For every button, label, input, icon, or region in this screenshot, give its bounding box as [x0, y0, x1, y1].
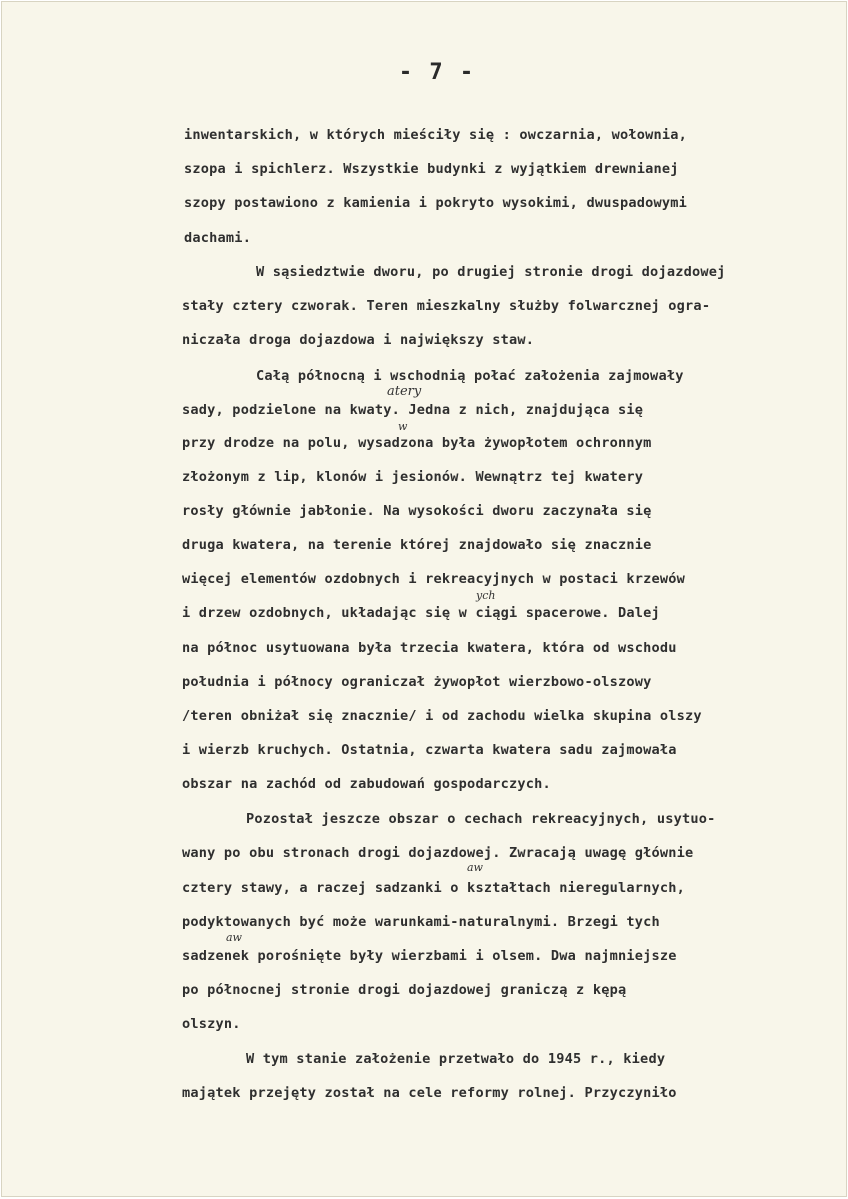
text-line: Pozostał jeszcze obszar o cechach rekreacyjnych, usytuo-	[246, 811, 716, 827]
text-line: druga kwatera, na terenie której znajdowało się znacznie	[182, 537, 652, 553]
text-line: szopa i spichlerz. Wszystkie budynki z wyjątkiem drewnianej	[184, 161, 679, 177]
text-line: W sąsiedztwie dworu, po drugiej stronie drogi dojazdowej	[256, 264, 726, 280]
text-line: dachami.	[184, 230, 252, 246]
text-line: sady, podzielone na kwaty. Jedna z nich, znajdująca się	[182, 402, 644, 418]
handwritten-annotation: ych	[476, 589, 496, 602]
text-line: przy drodze na polu, wysadzona była żywopłotem ochronnym	[182, 435, 652, 451]
handwritten-annotation: aw	[226, 931, 242, 944]
text-line: olszyn.	[182, 1016, 241, 1032]
page-number: - 7 -	[398, 60, 476, 85]
text-line: stały cztery czworak. Teren mieszkalny służby folwarcznej ogra-	[182, 298, 711, 314]
handwritten-annotation: w	[398, 420, 408, 433]
text-line: i wierzb kruchych. Ostatnia, czwarta kwatera sadu zajmowała	[182, 742, 677, 758]
text-line: niczała droga dojazdowa i największy staw.	[182, 332, 535, 348]
text-line: sadzenek porośnięte były wierzbami i olsem. Dwa najmniejsze	[182, 948, 677, 964]
text-line: rosły głównie jabłonie. Na wysokości dworu zaczynała się	[182, 503, 652, 519]
text-line: złożonym z lip, klonów i jesionów. Wewnątrz tej kwatery	[182, 469, 644, 485]
text-line: Całą północną i wschodnią połać założenia zajmowały	[256, 368, 684, 384]
text-line: cztery stawy, a raczej sadzanki o kształtach nieregularnych,	[182, 880, 686, 896]
text-line: majątek przejęty został na cele reformy rolnej. Przyczyniło	[182, 1085, 677, 1101]
text-line: szopy postawiono z kamienia i pokryto wysokimi, dwuspadowymi	[184, 195, 688, 211]
handwritten-annotation: atery	[387, 384, 422, 399]
text-line: i drzew ozdobnych, układając się w ciągi spacerowe. Dalej	[182, 605, 660, 621]
document-page	[1, 1, 847, 1197]
text-line: więcej elementów ozdobnych i rekreacyjnych w postaci krzewów	[182, 571, 686, 587]
text-line: po północnej stronie drogi dojazdowej graniczą z kępą	[182, 982, 627, 998]
text-line: wany po obu stronach drogi dojazdowej. Zwracają uwagę głównie	[182, 845, 694, 861]
text-line: obszar na zachód od zabudowań gospodarczych.	[182, 776, 551, 792]
text-line: W tym stanie założenie przetwało do 1945 r., kiedy	[246, 1051, 666, 1067]
handwritten-annotation: aw	[467, 861, 483, 874]
text-line: podyktowanych być może warunkami-naturalnymi. Brzegi tych	[182, 914, 660, 930]
text-line: inwentarskich, w których mieściły się : owczarnia, wołownia,	[184, 127, 688, 143]
text-line: na północ usytuowana była trzecia kwatera, która od wschodu	[182, 640, 677, 656]
text-line: południa i północy ograniczał żywopłot wierzbowo-olszowy	[182, 674, 652, 690]
text-line: /teren obniżał się znacznie/ i od zachodu wielka skupina olszy	[182, 708, 702, 724]
